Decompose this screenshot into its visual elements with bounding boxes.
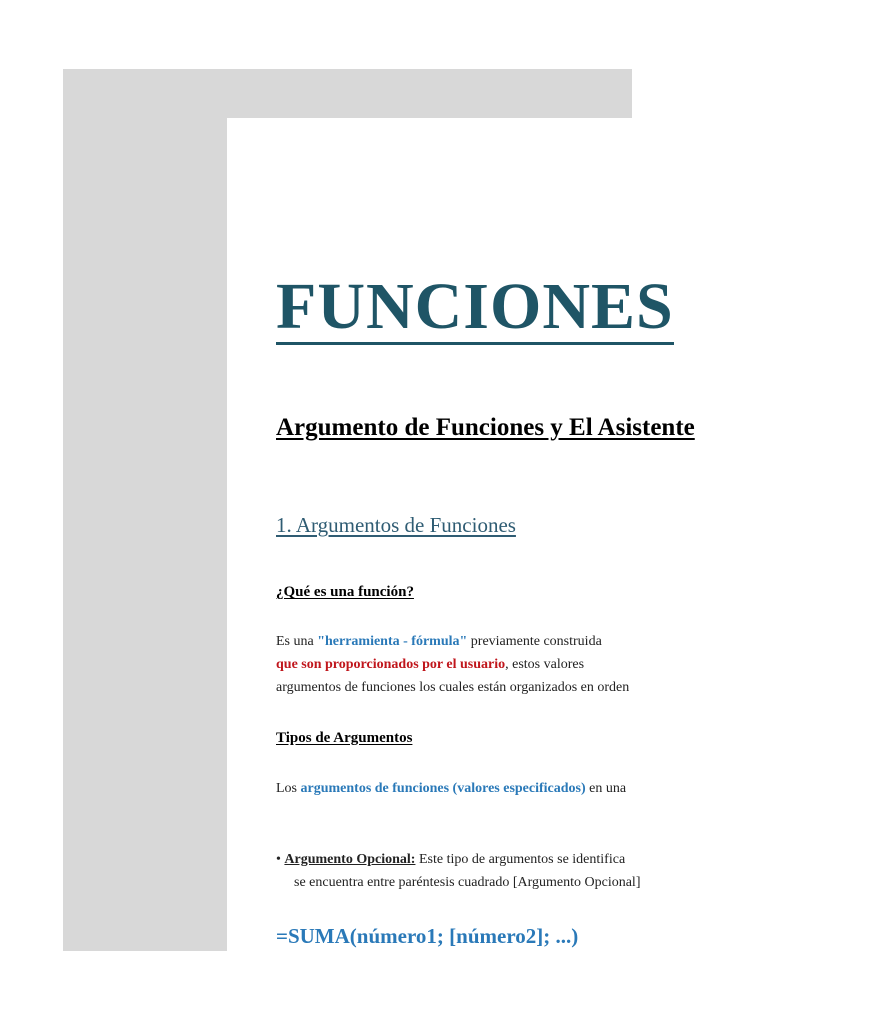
para2-prefix: Los [276, 781, 301, 796]
paragraph-definition [276, 630, 629, 699]
subtitle: Argumento de Funciones y El Asistente [276, 414, 695, 441]
para1-line2-highlight: que son proporcionados por el usuario [276, 657, 506, 672]
bullet-optional-argument [276, 848, 641, 894]
section-heading: 1. Argumentos de Funciones [276, 513, 516, 537]
main-title: FUNCIONES [276, 270, 674, 343]
bullet-line2: se encuentra entre paréntesis cuadrado [Argumento Opcional] [294, 875, 641, 890]
para1-line1-suffix: previamente construida [467, 634, 602, 649]
document-page [227, 118, 695, 1018]
para1-line1-highlight: "herramienta - fórmula" [317, 634, 468, 649]
para2-highlight: argumentos de funciones (valores especificados) [300, 781, 586, 796]
para1-line1-prefix: Es una [276, 634, 318, 649]
para1-line3: argumentos de funciones los cuales están organizados en orden [276, 680, 630, 695]
formula-example: =SUMA(número1; [número2]; ...) [276, 924, 579, 948]
paragraph-types [276, 777, 626, 800]
document-viewer[interactable] [63, 69, 695, 951]
bullet-marker: • [276, 852, 285, 867]
para1-line2-suffix: , estos valores [505, 657, 585, 672]
bullet-text: Este tipo de argumentos se identifica [415, 852, 626, 867]
question-heading: ¿Qué es una función? [276, 584, 414, 600]
types-heading: Tipos de Argumentos [276, 730, 413, 746]
bullet-label: Argumento Opcional: [284, 852, 416, 867]
para2-suffix: en una [585, 781, 627, 796]
